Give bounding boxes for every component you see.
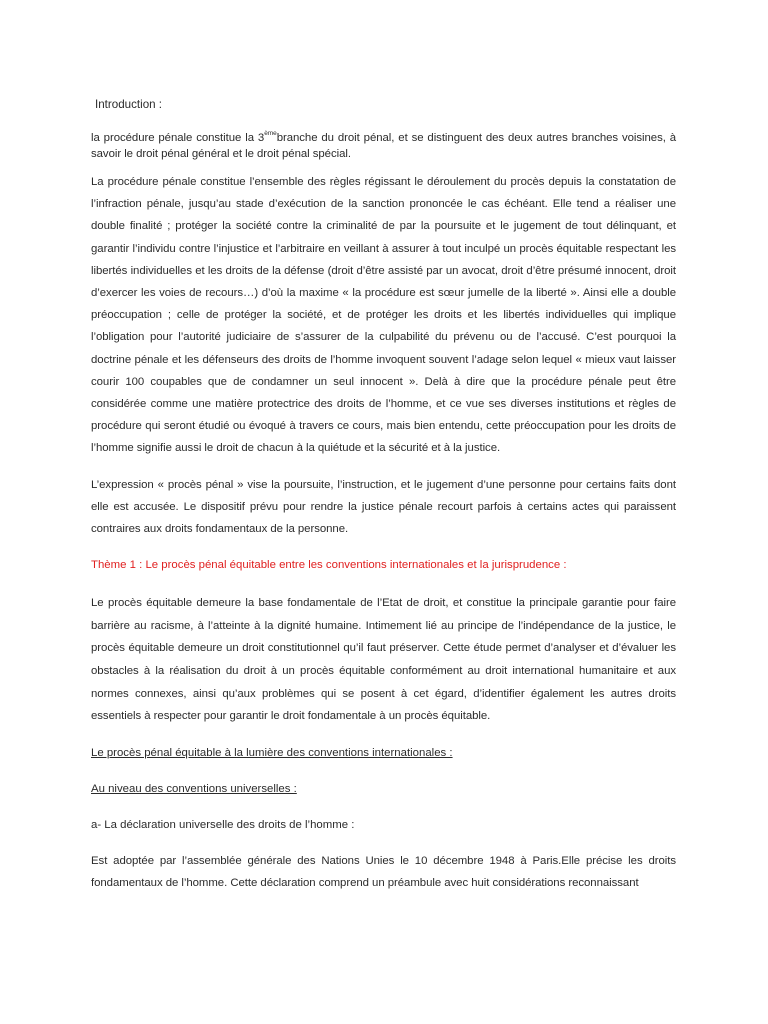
paragraph-proces-penal: L’expression « procès pénal » vise la poursuite, l’instruction, et le jugement d’une personne pour certains faits dont elle est accusée. Le dispositif prévu pour rendre la justice pénale recourt parfois à certains actes qui paraissent contraires aux droits fondamentaux de la personne.	[91, 478, 676, 536]
intro-title: Introduction :	[95, 98, 163, 111]
theme-heading: Thème 1 : Le procès pénal équitable entre les conventions internationales et la jurisprudence :	[91, 559, 567, 572]
paragraph-proces-equitable: Le procès équitable demeure la base fondamentale de l’Etat de droit, et constitue la principale garantie pour faire barrière au racisme, à l’atteinte à la dignité humaine. Intimement lié au principe de l’indépendance de la justice, le procès équitable demeure un droit constitutionnel qu’il faut préserver. Cette étude permet d’analyser et d’évaluer les obstacles à la réalisation du droit à un procès équitable conformément au droit international humanitaire et aux normes connexes, ainsi qu’aux problèmes qui se posent à cet égard, d’identifier également les autres droits essentiels à respecter pour garantir le droit fondamentale à un procès équitable.	[91, 597, 676, 723]
ordinal-superscript: ème	[264, 130, 277, 137]
sub-heading-a: a- La déclaration universelle des droits de l’homme :	[91, 818, 355, 831]
section-heading: Le procès pénal équitable à la lumière des conventions internationales :	[91, 746, 453, 759]
subsection-heading: Au niveau des conventions universelles :	[91, 782, 297, 795]
paragraph-intro-definition	[91, 130, 676, 162]
paragraph-procedure-definition: La procédure pénale constitue l’ensemble des règles régissant le déroulement du procès depuis la constatation de l’infraction pénale, jusqu’au stade d’exécution de la sanction prononcée le cas échéant. Elle tend a réaliser une double finalité ; protéger la société contre la criminalité de par la poursuite et le jugement de tout délinquant, et garantir l’individu contre l’injustice et l’arbitraire en veillant à assurer à tout inculpé un procès équitable respectant les libertés individuelles et les droits de la défense (droit d’être assisté par un avocat, droit d’être présumé innocent, droit d’exercer les voies de recours…) d’où la maxime « la procédure est sœur jumelle de la liberté ». Ainsi elle a double préoccupation ; celle de protéger la société, et de protéger les droits et les libertés individuelles qui implique l’obligation pour l’autorité judiciaire de s’assurer de la culpabilité du prévenu ou de l’accusé. C’est pourquoi la doctrine pénale et les défenseurs des droits de l’homme invoquent souvent l’adage selon lequel « mieux vaut laisser courir 100 coupables que de condamner un seul innocent ». Delà à dire que la procédure pénale peut être considérée comme une matière protectrice des droits de l’homme, et ce vue ses diverses institutions et règles de procédure qui seront étudié ou évoqué à travers ce cours, mais bien entendu, cette préoccupation pour les droits de l’homme signifie aussi le droit de chacun à la quiétude et la sécurité et à la justice.	[91, 176, 676, 455]
p1-text-end: branche du droit pénal, et se distinguent des deux autres branches voisines, à savoir le droit pénal général et le droit pénal spécial.	[91, 132, 677, 160]
p1-text-start: la procédure pénale constitue la 3	[91, 132, 265, 144]
paragraph-declaration: Est adoptée par l’assemblée générale des Nations Unies le 10 décembre 1948 à Paris.Elle précise les droits fondamentaux de l’homme. Cette déclaration comprend un préambule avec huit considérations reconnaissant	[91, 854, 676, 890]
